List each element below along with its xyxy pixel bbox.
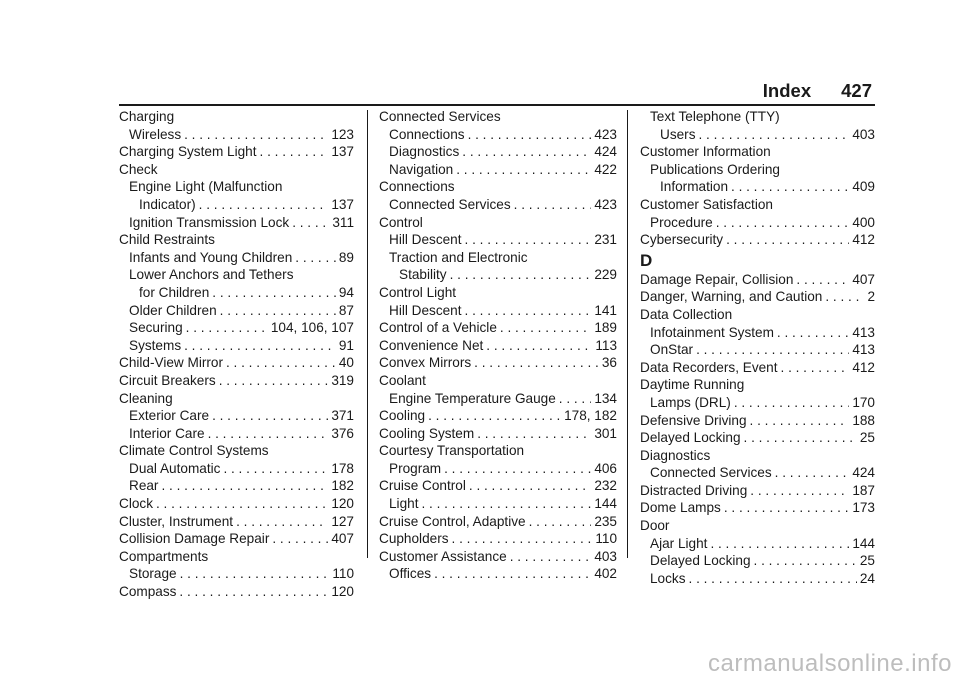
leader-dots bbox=[156, 495, 328, 513]
leader-dots bbox=[775, 464, 850, 482]
leader-dots bbox=[292, 214, 329, 232]
index-entry bbox=[640, 570, 875, 588]
index-page-ref: 301 bbox=[594, 425, 617, 441]
index-term: Danger, Warning, and Caution bbox=[640, 289, 823, 305]
index-term: Collision Damage Repair bbox=[119, 531, 270, 547]
index-entry bbox=[119, 460, 354, 478]
index-term: Diagnostics bbox=[389, 144, 460, 160]
index-entry bbox=[119, 284, 354, 302]
index-term: Customer Assistance bbox=[379, 548, 507, 564]
index-term: Control bbox=[379, 214, 423, 230]
index-term: Coolant bbox=[379, 372, 426, 388]
index-page-ref: 178 bbox=[331, 460, 354, 476]
index-term: Locks bbox=[650, 570, 686, 586]
leader-dots bbox=[220, 302, 336, 320]
index-term: Wireless bbox=[129, 126, 182, 142]
index-page-ref: 319 bbox=[331, 372, 354, 388]
index-page-ref: 187 bbox=[852, 482, 875, 498]
leader-dots bbox=[184, 126, 328, 144]
index-term: Cybersecurity bbox=[640, 232, 724, 248]
index-page-ref: 24 bbox=[859, 570, 875, 586]
leader-dots bbox=[750, 482, 849, 500]
index-term: Cooling System bbox=[379, 425, 475, 441]
index-term: Charging bbox=[119, 109, 175, 124]
index-term: Rear bbox=[129, 478, 159, 494]
index-term: Connections bbox=[379, 179, 455, 195]
index-term: Control Light bbox=[379, 284, 457, 300]
index-term: Light bbox=[389, 496, 419, 512]
index-entry bbox=[379, 390, 617, 408]
index-entry bbox=[119, 196, 354, 214]
index-page-ref: 188 bbox=[852, 412, 875, 428]
index-page-ref: 422 bbox=[594, 161, 617, 177]
index-term: Hill Descent bbox=[389, 232, 462, 248]
index-page-ref: 123 bbox=[331, 126, 354, 142]
index-entry bbox=[119, 126, 354, 144]
leader-dots bbox=[260, 143, 329, 161]
index-entry bbox=[379, 196, 617, 214]
leader-dots bbox=[208, 425, 329, 443]
index-entry bbox=[379, 214, 617, 232]
index-term: Check bbox=[119, 161, 158, 177]
index-term: Users bbox=[660, 126, 696, 142]
leader-dots bbox=[179, 583, 328, 601]
index-entry bbox=[379, 425, 617, 443]
index-term: Child-View Mirror bbox=[119, 355, 223, 371]
index-term: Compass bbox=[119, 584, 177, 600]
index-entry bbox=[640, 412, 875, 430]
index-entry bbox=[640, 271, 875, 289]
index-term: Connected Services bbox=[650, 465, 772, 481]
index-term: Lower Anchors and Tethers bbox=[129, 267, 294, 283]
column-divider bbox=[627, 110, 628, 558]
index-term: Ignition Transmission Lock bbox=[129, 214, 290, 230]
column-divider bbox=[367, 110, 368, 558]
index-term: Courtesy Transportation bbox=[379, 443, 525, 459]
index-entry bbox=[379, 302, 617, 320]
index-entry bbox=[640, 535, 875, 553]
index-term: Data Recorders, Event bbox=[640, 359, 778, 375]
index-term: Connected Services bbox=[389, 196, 511, 212]
index-entry bbox=[640, 447, 875, 465]
index-entry bbox=[640, 464, 875, 482]
index-term: Dual Automatic bbox=[129, 460, 221, 476]
section-title: Index bbox=[762, 80, 812, 101]
leader-dots bbox=[186, 319, 268, 337]
leader-dots bbox=[456, 161, 591, 179]
leader-dots bbox=[219, 372, 329, 390]
index-page-ref: 120 bbox=[331, 584, 354, 600]
index-page-ref: 413 bbox=[852, 324, 875, 340]
index-page-ref: 137 bbox=[331, 196, 354, 212]
leader-dots bbox=[462, 143, 591, 161]
index-term: Information bbox=[660, 179, 729, 195]
index-term: Cleaning bbox=[119, 390, 173, 406]
leader-dots bbox=[434, 565, 591, 583]
index-page-ref: 407 bbox=[852, 271, 875, 287]
index-entry bbox=[379, 530, 617, 548]
index-entry bbox=[119, 565, 354, 583]
page-number: 427 bbox=[841, 80, 872, 101]
index-entry bbox=[379, 319, 617, 337]
index-entry bbox=[119, 442, 354, 460]
index-term: Distracted Driving bbox=[640, 482, 748, 498]
index-term: Defensive Driving bbox=[640, 412, 747, 428]
leader-dots bbox=[236, 513, 328, 531]
index-entry bbox=[119, 143, 354, 161]
index-entry bbox=[640, 161, 875, 179]
index-entry bbox=[640, 143, 875, 161]
index-term: Text Telephone (TTY) bbox=[650, 109, 780, 124]
leader-dots bbox=[212, 284, 336, 302]
index-term: Charging System Light bbox=[119, 144, 257, 160]
index-page-ref: 231 bbox=[594, 232, 617, 248]
leader-dots bbox=[559, 390, 592, 408]
index-entry bbox=[119, 354, 354, 372]
index-entry bbox=[640, 231, 875, 249]
index-page-ref: 127 bbox=[331, 513, 354, 529]
index-entry bbox=[119, 337, 354, 355]
index-term: Connections bbox=[389, 126, 465, 142]
index-entry bbox=[379, 407, 617, 425]
index-term: Compartments bbox=[119, 548, 209, 564]
index-entry bbox=[640, 376, 875, 394]
index-page-ref: 376 bbox=[331, 425, 354, 441]
index-page-ref: 182 bbox=[331, 478, 354, 494]
leader-dots bbox=[468, 126, 592, 144]
leader-dots bbox=[500, 319, 591, 337]
leader-dots bbox=[474, 354, 599, 372]
index-page-ref: 40 bbox=[338, 355, 354, 371]
index-term: Hill Descent bbox=[389, 302, 462, 318]
index-page-ref: 137 bbox=[331, 144, 354, 160]
leader-dots bbox=[199, 196, 329, 214]
leader-dots bbox=[529, 513, 592, 531]
index-term: Publications Ordering bbox=[650, 161, 780, 177]
index-term: Indicator) bbox=[139, 196, 196, 212]
leader-dots bbox=[696, 341, 849, 359]
index-entry bbox=[119, 214, 354, 232]
index-term: Cupholders bbox=[379, 531, 449, 547]
index-page-ref: 170 bbox=[852, 394, 875, 410]
index-term: Systems bbox=[129, 337, 182, 353]
index-term: Delayed Locking bbox=[650, 553, 751, 569]
index-page-ref: 424 bbox=[852, 465, 875, 481]
index-term: Stability bbox=[399, 267, 447, 283]
leader-dots bbox=[731, 178, 849, 196]
index-entry bbox=[379, 354, 617, 372]
index-term: Delayed Locking bbox=[640, 430, 741, 446]
index-page-ref: 113 bbox=[595, 337, 617, 353]
leader-dots bbox=[184, 337, 336, 355]
index-term: Storage bbox=[129, 566, 177, 582]
page-header bbox=[760, 80, 872, 102]
index-entry bbox=[640, 482, 875, 500]
index-entry bbox=[640, 517, 875, 535]
index-page-ref: 402 bbox=[594, 566, 617, 582]
index-page-ref: 144 bbox=[852, 535, 875, 551]
index-term: Navigation bbox=[389, 161, 454, 177]
index-page-ref: 423 bbox=[594, 196, 617, 212]
index-entry bbox=[119, 302, 354, 320]
index-term: Daytime Running bbox=[640, 377, 745, 393]
index-entry bbox=[379, 178, 617, 196]
leader-dots bbox=[754, 552, 857, 570]
leader-dots bbox=[272, 530, 328, 548]
leader-dots bbox=[689, 570, 857, 588]
index-page-ref: 403 bbox=[852, 126, 875, 142]
index-term: Ajar Light bbox=[650, 535, 708, 551]
index-term: Procedure bbox=[650, 214, 713, 230]
index-entry bbox=[379, 372, 617, 390]
index-term: Cluster, Instrument bbox=[119, 513, 234, 529]
leader-dots bbox=[450, 266, 592, 284]
index-entry bbox=[640, 288, 875, 306]
index-page-ref: 25 bbox=[859, 430, 875, 446]
index-page-ref: 409 bbox=[852, 179, 875, 195]
index-entry bbox=[640, 214, 875, 232]
index-column-1 bbox=[119, 108, 354, 601]
index-entry bbox=[640, 196, 875, 214]
index-term: Traction and Electronic bbox=[389, 249, 528, 265]
leader-dots bbox=[726, 231, 849, 249]
index-entry bbox=[379, 284, 617, 302]
index-page-ref: 94 bbox=[338, 284, 354, 300]
index-page-ref: 406 bbox=[594, 460, 617, 476]
index-term: Infotainment System bbox=[650, 324, 774, 340]
index-term: Circuit Breakers bbox=[119, 372, 216, 388]
index-entry bbox=[640, 324, 875, 342]
index-term: Engine Temperature Gauge bbox=[389, 390, 556, 406]
leader-dots bbox=[486, 337, 592, 355]
leader-dots bbox=[444, 460, 591, 478]
index-term: for Children bbox=[139, 284, 210, 300]
leader-dots bbox=[469, 477, 591, 495]
index-term: Convex Mirrors bbox=[379, 355, 472, 371]
index-entry bbox=[379, 231, 617, 249]
index-page-ref: 104, 106, 107 bbox=[270, 320, 354, 336]
index-term: Control of a Vehicle bbox=[379, 320, 497, 336]
index-page-ref: 91 bbox=[338, 337, 354, 353]
leader-dots bbox=[825, 288, 864, 306]
leader-dots bbox=[477, 425, 591, 443]
index-entry bbox=[379, 337, 617, 355]
index-entry bbox=[640, 429, 875, 447]
index-entry bbox=[640, 126, 875, 144]
index-entry bbox=[119, 231, 354, 249]
index-page-ref: 403 bbox=[594, 548, 617, 564]
index-term: Connected Services bbox=[379, 109, 501, 124]
index-entry bbox=[640, 306, 875, 324]
index-entry bbox=[640, 499, 875, 517]
leader-dots bbox=[226, 354, 336, 372]
index-term: Customer Information bbox=[640, 144, 771, 160]
index-page-ref: 232 bbox=[594, 478, 617, 494]
index-term: OnStar bbox=[650, 342, 694, 358]
index-entry bbox=[119, 495, 354, 513]
index-term: Exterior Care bbox=[129, 408, 210, 424]
index-term: Dome Lamps bbox=[640, 500, 721, 516]
index-entry bbox=[379, 143, 617, 161]
index-page-ref: 412 bbox=[852, 359, 875, 375]
index-entry bbox=[119, 108, 354, 126]
leader-dots bbox=[699, 126, 850, 144]
index-term: Child Restraints bbox=[119, 232, 215, 248]
index-entry bbox=[640, 108, 875, 126]
leader-dots bbox=[750, 412, 850, 430]
leader-dots bbox=[421, 495, 591, 513]
index-page-ref: 141 bbox=[594, 302, 617, 318]
index-entry bbox=[379, 266, 617, 284]
index-page-ref: 407 bbox=[331, 531, 354, 547]
index-entry bbox=[640, 394, 875, 412]
leader-dots bbox=[781, 359, 850, 377]
index-entry bbox=[119, 548, 354, 566]
leader-dots bbox=[465, 231, 592, 249]
leader-dots bbox=[734, 394, 849, 412]
index-entry bbox=[119, 178, 354, 196]
leader-dots bbox=[465, 302, 592, 320]
leader-dots bbox=[514, 196, 592, 214]
index-entry bbox=[119, 161, 354, 179]
leader-dots bbox=[510, 548, 592, 566]
index-entry bbox=[119, 249, 354, 267]
index-page-ref: 36 bbox=[601, 355, 617, 371]
index-page-ref: 311 bbox=[332, 214, 354, 230]
index-term: Older Children bbox=[129, 302, 217, 318]
header-rule bbox=[119, 104, 875, 106]
index-term: Customer Satisfaction bbox=[640, 196, 773, 212]
index-page-ref: 87 bbox=[338, 302, 354, 318]
index-page-ref: 189 bbox=[594, 320, 617, 336]
index-entry bbox=[640, 552, 875, 570]
index-page-ref: 371 bbox=[331, 408, 354, 424]
index-term: Damage Repair, Collision bbox=[640, 271, 794, 287]
leader-dots bbox=[710, 535, 849, 553]
index-entry bbox=[379, 460, 617, 478]
index-entry bbox=[379, 108, 617, 126]
index-page-ref: 413 bbox=[852, 342, 875, 358]
index-page-ref: 120 bbox=[331, 496, 354, 512]
index-entry bbox=[640, 178, 875, 196]
index-letter-heading: D bbox=[640, 250, 653, 270]
index-entry bbox=[640, 359, 875, 377]
watermark: carmanualsonline.info bbox=[708, 650, 952, 677]
index-page-ref: 110 bbox=[595, 531, 617, 547]
index-entry bbox=[379, 477, 617, 495]
leader-dots bbox=[428, 407, 561, 425]
leader-dots bbox=[452, 530, 593, 548]
index-entry bbox=[379, 126, 617, 144]
index-entry bbox=[379, 249, 617, 267]
index-page-ref: 173 bbox=[852, 500, 875, 516]
index-term: Convenience Net bbox=[379, 337, 484, 353]
index-page-ref: 25 bbox=[859, 553, 875, 569]
index-entry bbox=[379, 513, 617, 531]
index-column-3 bbox=[640, 108, 875, 587]
leader-dots bbox=[796, 271, 849, 289]
leader-dots bbox=[212, 407, 328, 425]
index-entry bbox=[119, 477, 354, 495]
index-term: Securing bbox=[129, 320, 183, 336]
leader-dots bbox=[180, 565, 330, 583]
index-entry bbox=[119, 425, 354, 443]
index-page-ref: 424 bbox=[594, 144, 617, 160]
index-term: Diagnostics bbox=[640, 447, 711, 463]
index-entry bbox=[119, 319, 354, 337]
index-term: Cruise Control, Adaptive bbox=[379, 513, 526, 529]
index-term: Clock bbox=[119, 496, 153, 512]
index-term: Offices bbox=[389, 566, 432, 582]
index-page-ref: 144 bbox=[594, 496, 617, 512]
index-entry bbox=[119, 583, 354, 601]
index-entry bbox=[379, 565, 617, 583]
index-term: Engine Light (Malfunction bbox=[129, 179, 283, 195]
index-page-ref: 235 bbox=[594, 513, 617, 529]
index-page-ref: 134 bbox=[594, 390, 617, 406]
index-term: Cruise Control bbox=[379, 478, 466, 494]
index-entry bbox=[119, 372, 354, 390]
index-page-ref: 110 bbox=[332, 566, 354, 582]
index-entry bbox=[640, 341, 875, 359]
index-page-ref: 89 bbox=[338, 249, 354, 265]
index-term: Infants and Young Children bbox=[129, 249, 293, 265]
index-entry bbox=[379, 442, 617, 460]
index-page-ref: 2 bbox=[867, 289, 875, 305]
index-term: Data Collection bbox=[640, 306, 733, 322]
index-entry bbox=[119, 530, 354, 548]
index-term: Interior Care bbox=[129, 425, 205, 441]
index-term: Cooling bbox=[379, 408, 426, 424]
index-page-ref: 178, 182 bbox=[564, 408, 617, 424]
leader-dots bbox=[295, 249, 336, 267]
leader-dots bbox=[724, 499, 849, 517]
index-entry bbox=[119, 513, 354, 531]
index-term: Program bbox=[389, 460, 442, 476]
index-page-ref: 229 bbox=[594, 267, 617, 283]
index-entry bbox=[119, 390, 354, 408]
index-term: Climate Control Systems bbox=[119, 443, 269, 459]
index-page-ref: 412 bbox=[852, 232, 875, 248]
index-term: Door bbox=[640, 518, 670, 534]
index-entry bbox=[119, 266, 354, 284]
index-column-2 bbox=[379, 108, 617, 583]
index-page-ref: 400 bbox=[852, 214, 875, 230]
leader-dots bbox=[777, 324, 849, 342]
index-term: Lamps (DRL) bbox=[650, 394, 731, 410]
leader-dots bbox=[223, 460, 328, 478]
index-entry bbox=[379, 548, 617, 566]
index-entry bbox=[379, 495, 617, 513]
index-entry bbox=[119, 407, 354, 425]
leader-dots bbox=[744, 429, 857, 447]
index-page-ref: 423 bbox=[594, 126, 617, 142]
leader-dots bbox=[161, 477, 328, 495]
leader-dots bbox=[716, 214, 850, 232]
index-entry bbox=[379, 161, 617, 179]
